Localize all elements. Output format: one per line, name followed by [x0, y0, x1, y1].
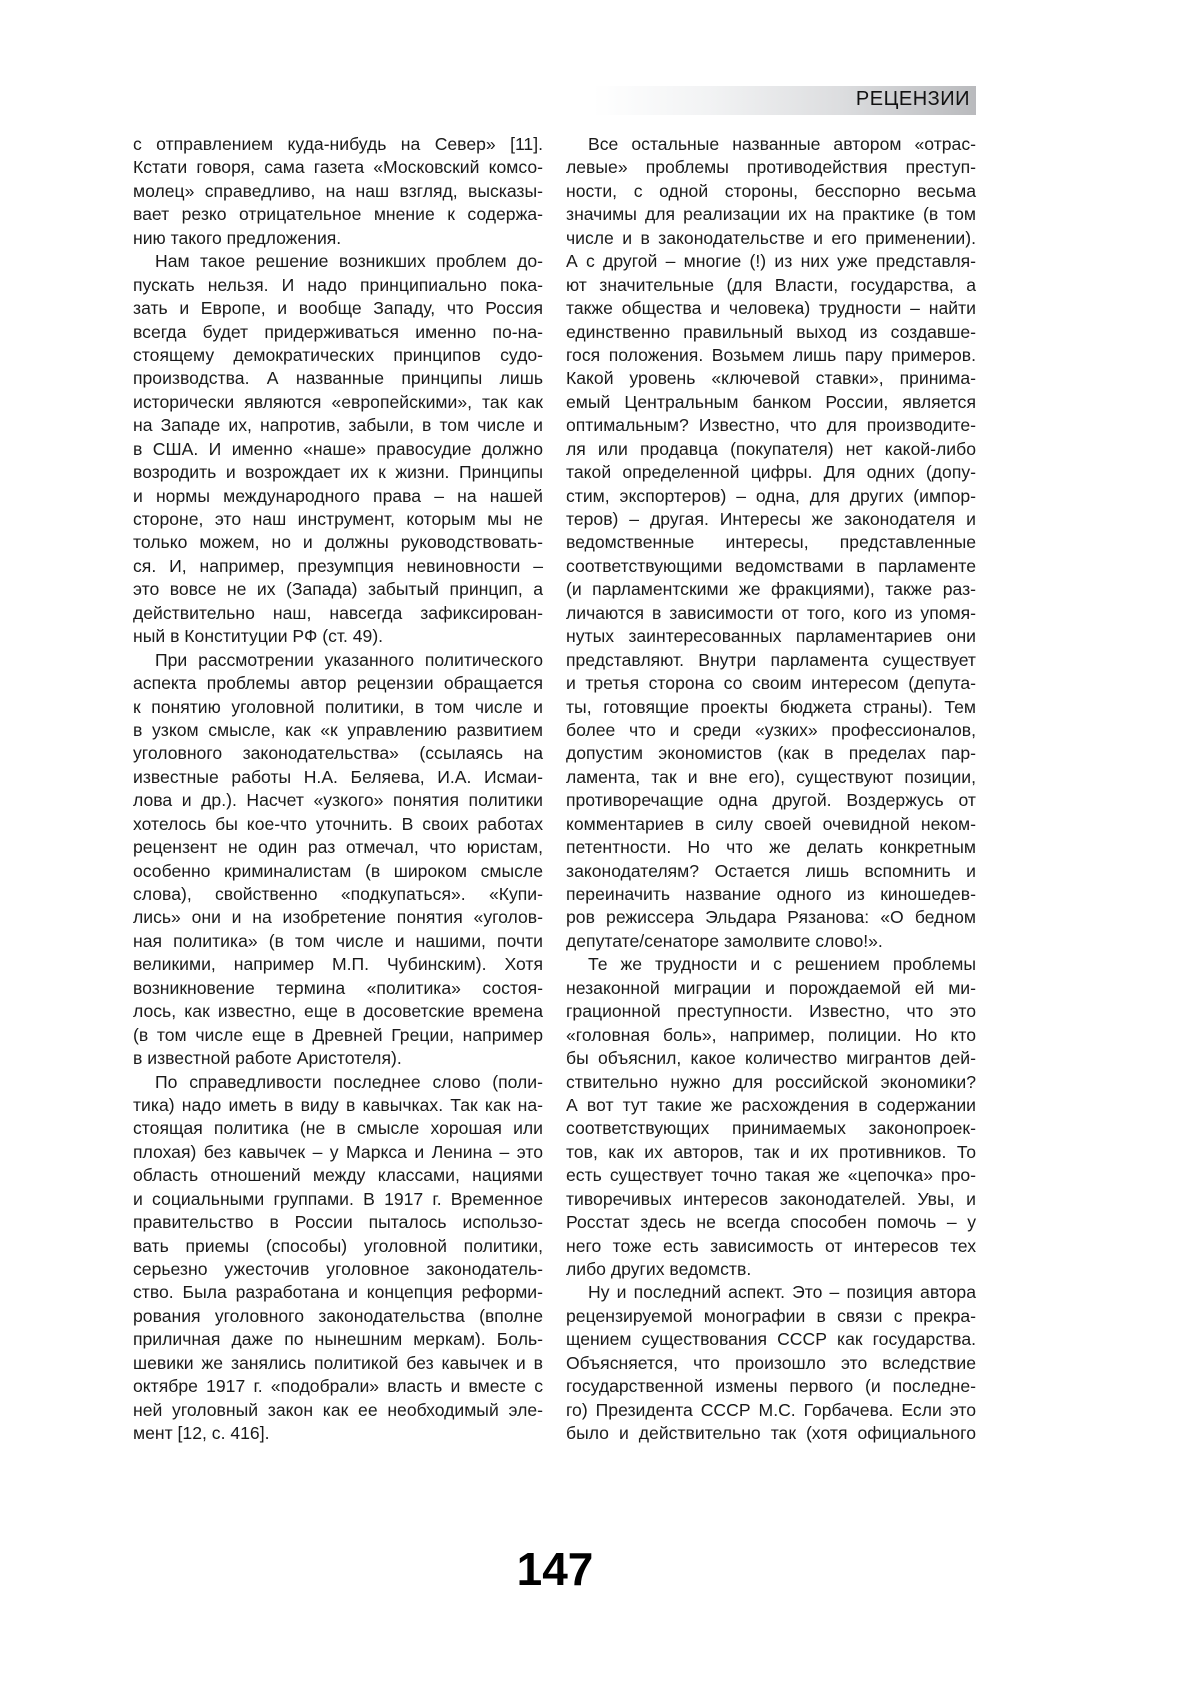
text-line: слова), свойственно «подкупаться». «Купи-: [133, 884, 543, 904]
text-line: соответствующими ведомствами в парламенте: [566, 555, 976, 576]
text-line: только можем, но и должны руководствовать-: [133, 532, 543, 553]
text-line: особенно криминалистам (в широком смысле: [133, 860, 543, 881]
text-line: великими, например М.П. Чубинским). Хотя: [133, 954, 543, 975]
text-line: ют значительные (для Власти, государства, а: [566, 274, 976, 295]
text-line: ламента, так и вне его), существуют позиции,: [566, 766, 976, 787]
text-line: единственно правильный выход из создавше-: [566, 321, 976, 342]
text-line: шевики же занялись политикой без кавычек и в: [133, 1352, 543, 1373]
text-line: и нормы международного права – на нашей: [133, 485, 543, 506]
text-line: ная политика» (в том числе и нашими, почти: [133, 930, 543, 951]
text-line: законодателям? Остается лишь вспомнить и: [566, 860, 976, 881]
text-line: хотелось бы кое-что уточнить. В своих работах: [133, 813, 543, 834]
text-line: мент [12, с. 416].: [133, 1423, 270, 1444]
text-line: допустим экономистов (как в пределах пар-: [566, 743, 976, 764]
text-column-right: [566, 133, 976, 1446]
text-line: к понятию уголовной политики, в том числе и: [133, 696, 543, 717]
text-line: гося положения. Возьмем лишь пару примеров.: [566, 344, 976, 365]
text-line: Нам такое решение возникших проблем до-: [155, 251, 543, 272]
text-line: плохая) без кавычек – у Маркса и Ленина – это: [133, 1141, 543, 1162]
text-line: го) Президента СССР М.С. Горбачева. Если это: [566, 1399, 976, 1420]
page-number: 147: [516, 1543, 594, 1595]
text-line: на Западе их, напротив, забыли, в том числе и: [133, 415, 543, 436]
text-line: в узком смысле, как «к управлению развитием: [133, 719, 543, 740]
text-line: более что и среди «узких» профессионалов,: [566, 719, 976, 740]
text-line: Те же трудности и с решением проблемы: [588, 954, 976, 975]
text-line: стоящему демократических принципов судо-: [133, 344, 543, 365]
text-line: рецензируемой монографии в связи с прекра-: [566, 1305, 976, 1326]
text-line: исторически являются «европейскими», так как: [133, 391, 543, 412]
section-title: РЕЦЕНЗИИ: [855, 88, 970, 110]
text-line: действительно наш, навсегда зафиксирован-: [133, 602, 543, 623]
text-line: такой определенной цифры. Для одних (допу-: [566, 462, 976, 483]
text-line: переиначить название одного из киношедев-: [566, 884, 976, 904]
text-line: производства. А названные принципы лишь: [133, 368, 543, 389]
text-line: вать приемы (способы) уголовной политики,: [133, 1235, 543, 1256]
text-line: нию такого предложения.: [133, 227, 342, 248]
text-line: также общества и человека) трудности – найти: [566, 298, 976, 319]
text-line: и социальными группами. В 1917 г. Временное: [133, 1188, 543, 1209]
text-line: него тоже есть зависимость от интересов тех: [566, 1235, 976, 1256]
text-line: есть существует точно такая же «цепочка» про-: [566, 1165, 976, 1186]
text-line: По справедливости последнее слово (поли-: [155, 1071, 543, 1092]
text-line: уголовного законодательства» (ссылаясь на: [133, 743, 543, 764]
text-line: противоречащие одна другой. Воздержусь от: [566, 790, 976, 811]
text-line: было и действительно так (хотя официального: [566, 1423, 976, 1444]
text-line: молец» справедливо, на наш взгляд, высказы-: [133, 180, 543, 201]
section-header-band: [593, 86, 976, 115]
text-line: ствительно нужно для российской экономики?: [566, 1071, 976, 1092]
text-line: лова и др.). Насчет «узкого» понятия политики: [133, 790, 543, 811]
text-line: А вот тут такие же расхождения в содержании: [566, 1094, 976, 1115]
text-line: А с другой – многие (!) из них уже представля-: [566, 251, 976, 272]
text-line: в известной работе Аристотеля).: [133, 1048, 402, 1069]
text-line: стим, экспортеров) – одна, для других (импор-: [566, 485, 976, 506]
text-line: теров) – другая. Интересы же законодателя и: [566, 509, 976, 529]
text-line: емый Центральным банком России, является: [566, 391, 976, 412]
text-line: (в том числе еще в Древней Греции, например: [133, 1024, 543, 1045]
text-line: незаконной миграции и порождаемой ей ми-: [566, 977, 976, 998]
text-line: числе и в законодательстве и его применении).: [566, 227, 976, 248]
text-line: ты, готовящие проекты бюджета страны). Тем: [566, 696, 976, 717]
text-line: нутых заинтересованных парламентариев они: [566, 626, 976, 647]
text-line: При рассмотрении указанного политического: [155, 649, 543, 670]
text-line: щением существования СССР как государства.: [566, 1329, 976, 1350]
text-line: грационной преступности. Известно, что это: [566, 1001, 976, 1022]
text-line: личаются в зависимости от того, кого из упомя-: [566, 602, 976, 623]
text-line: приличная даже по нынешним меркам). Боль-: [133, 1329, 543, 1350]
text-line: известные работы Н.А. Беляева, И.А. Исмаи-: [133, 766, 543, 787]
text-line: ля или продавца (покупателя) нет какой-либо: [566, 438, 976, 459]
text-line: лись» они и на изобретение понятия «уголов-: [133, 907, 543, 928]
text-line: аспекта проблемы автор рецензии обращается: [133, 673, 543, 694]
text-line: ся. И, например, презумпция невиновности –: [133, 555, 543, 576]
text-line: вает резко отрицательное мнение к содержа-: [133, 204, 543, 225]
text-line: Кстати говоря, сама газета «Московский комсо-: [133, 157, 543, 178]
text-line: тиворечивых интересов законодателей. Увы, и: [566, 1188, 976, 1209]
text-line: всегда будет придерживаться именно по-на-: [133, 321, 543, 342]
text-line: серьезно ужесточив уголовное законодатель-: [133, 1259, 543, 1279]
text-line: зать и Европе, и вообще Западу, что Россия: [133, 298, 543, 319]
text-line: «головная боль», например, полиции. Но кто: [566, 1024, 976, 1045]
text-line: октябре 1917 г. «подобрали» власть и вместе с: [133, 1376, 543, 1397]
text-line: ство. Была разработана и концепция реформи-: [133, 1282, 543, 1303]
text-line: пускать нельзя. И надо принципиально пока-: [133, 274, 543, 295]
text-line: ров режиссера Эльдара Рязанова: «О бедном: [566, 907, 976, 928]
text-line: рецензент не один раз отмечал, что юристам,: [133, 837, 543, 858]
text-line: с отправлением куда-нибудь на Север» [11].: [133, 134, 543, 154]
text-column-left: [133, 133, 543, 1446]
text-line: бы объяснил, какое количество мигрантов дей-: [566, 1048, 976, 1069]
text-line: стороне, это наш инструмент, которым мы не: [133, 509, 543, 529]
text-line: комментариев в силу своей очевидной неком-: [566, 813, 976, 834]
text-line: депутате/сенаторе замолвите слово!».: [566, 930, 883, 951]
text-line: левые» проблемы противодействия преступ-: [566, 157, 976, 178]
text-line: представляют. Внутри парламента существует: [566, 649, 976, 670]
text-line: Все остальные названные автором «отрас-: [588, 134, 976, 154]
text-line: тов, как их авторов, так и их противников. То: [566, 1141, 976, 1162]
text-line: и третья сторона со своим интересом (депута-: [566, 673, 976, 694]
text-line: правительство в России пыталось использо-: [133, 1212, 543, 1233]
text-line: ведомственные интересы, представленные: [566, 532, 976, 553]
text-line: в США. И именно «наше» правосудие должно: [133, 438, 543, 459]
text-line: рования уголовного законодательства (вполне: [133, 1305, 543, 1326]
text-line: (и парламентскими же фракциями), также раз-: [566, 579, 976, 600]
text-line: Объясняется, что произошло это вследствие: [566, 1352, 976, 1373]
text-line: ный в Конституции РФ (ст. 49).: [133, 626, 384, 647]
text-line: возродить и возрождает их к жизни. Принципы: [133, 462, 543, 483]
text-line: государственной измены первого (и последне-: [566, 1376, 976, 1397]
text-line: соответствующих принимаемых законопроек-: [566, 1118, 976, 1139]
text-line: Росстат здесь не всегда способен помочь – у: [566, 1212, 976, 1233]
text-line: оптимальным? Известно, что для производите-: [566, 415, 976, 436]
text-line: ней уголовный закон как ее необходимый эле-: [133, 1399, 543, 1420]
text-line: область отношений между классами, нациями: [133, 1165, 543, 1186]
text-line: Какой уровень «ключевой ставки», принима-: [566, 368, 976, 389]
text-line: петентности. Но что же делать конкретным: [566, 837, 976, 858]
text-line: стоящая политика (не в смысле хорошая или: [133, 1118, 543, 1139]
text-line: значимы для реализации их на практике (в том: [566, 204, 976, 225]
text-line: лось, как известно, еще в досоветские времена: [133, 1001, 543, 1022]
text-line: это вовсе не их (Запада) забытый принцип, а: [133, 579, 543, 600]
text-line: тика) надо иметь в виду в кавычках. Так как на-: [133, 1094, 543, 1115]
text-line: Ну и последний аспект. Это – позиция автора: [588, 1282, 976, 1303]
text-line: либо других ведомств.: [566, 1259, 752, 1279]
text-line: возникновение термина «политика» состоя-: [133, 977, 543, 998]
text-line: ности, с одной стороны, бесспорно весьма: [566, 180, 976, 201]
